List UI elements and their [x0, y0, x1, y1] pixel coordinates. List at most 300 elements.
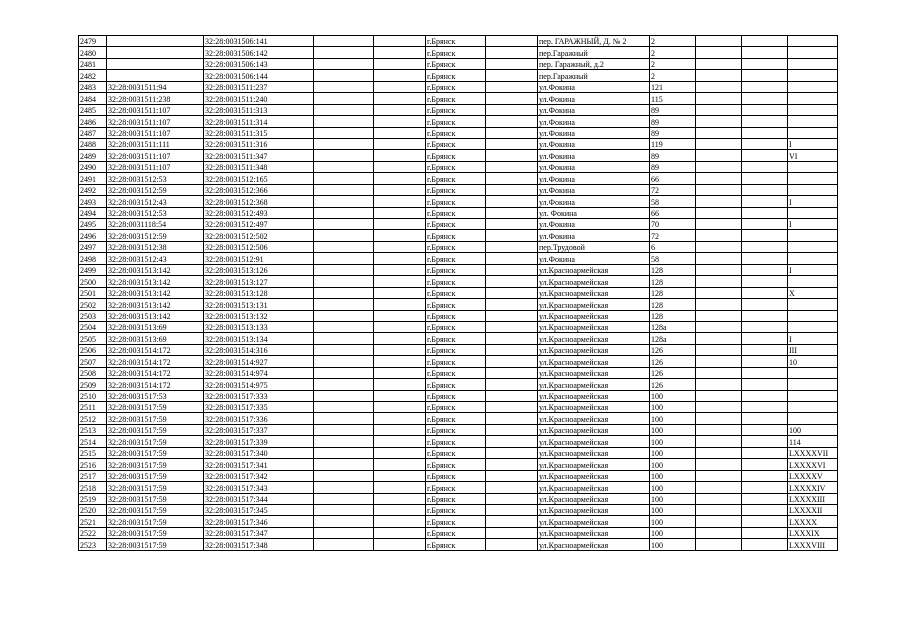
empty-cell-c — [486, 424, 538, 435]
row-number-cell: 2506 — [79, 344, 107, 355]
empty-cell-a — [314, 36, 374, 47]
premises-number-cell — [788, 161, 838, 172]
empty-cell-c — [486, 207, 538, 218]
empty-cell-b — [374, 493, 426, 504]
empty-cell-b — [374, 459, 426, 470]
house-number-cell: 72 — [650, 230, 696, 241]
house-number-cell: 119 — [650, 138, 696, 149]
land-cadastral-number-cell: 32:28:0031517:59 — [107, 436, 204, 447]
house-number-cell: 126 — [650, 356, 696, 367]
empty-cell-e — [742, 482, 788, 493]
object-cadastral-number-cell: 32:28:0031514:974 — [204, 367, 314, 378]
premises-number-cell: LXXXIX — [788, 527, 838, 538]
land-cadastral-number-cell: 32:28:0031514:172 — [107, 344, 204, 355]
land-cadastral-number-cell: 32:28:0031511:94 — [107, 81, 204, 92]
land-cadastral-number-cell: 32:28:0031511:238 — [107, 93, 204, 104]
empty-cell-e — [742, 161, 788, 172]
row-number-cell: 2509 — [79, 379, 107, 390]
city-cell: г.Брянск — [426, 173, 486, 184]
object-cadastral-number-cell: 32:28:0031506:141 — [204, 36, 314, 47]
empty-cell-b — [374, 333, 426, 344]
house-number-cell: 100 — [650, 504, 696, 515]
empty-cell-c — [486, 470, 538, 481]
street-cell: ул.Фокина — [538, 104, 650, 115]
empty-cell-d — [696, 516, 742, 527]
empty-cell-c — [486, 138, 538, 149]
land-cadastral-number-cell: 32:28:0031512:38 — [107, 241, 204, 252]
empty-cell-d — [696, 253, 742, 264]
city-cell: г.Брянск — [426, 321, 486, 332]
empty-cell-a — [314, 276, 374, 287]
empty-cell-c — [486, 447, 538, 458]
street-cell: ул.Фокина — [538, 173, 650, 184]
empty-cell-b — [374, 424, 426, 435]
street-cell: ул.Красноармейская — [538, 424, 650, 435]
object-cadastral-number-cell: 32:28:0031513:132 — [204, 310, 314, 321]
table-row — [79, 81, 838, 92]
empty-cell-e — [742, 47, 788, 58]
empty-cell-b — [374, 161, 426, 172]
city-cell: г.Брянск — [426, 539, 486, 550]
premises-number-cell — [788, 70, 838, 81]
house-number-cell: 126 — [650, 367, 696, 378]
empty-cell-a — [314, 527, 374, 538]
row-number-cell: 2479 — [79, 36, 107, 47]
street-cell: ул.Фокина — [538, 219, 650, 230]
row-number-cell: 2515 — [79, 447, 107, 458]
row-number-cell: 2511 — [79, 402, 107, 413]
row-number-cell: 2505 — [79, 333, 107, 344]
empty-cell-c — [486, 310, 538, 321]
land-cadastral-number-cell: 32:28:0031517:59 — [107, 482, 204, 493]
city-cell: г.Брянск — [426, 493, 486, 504]
land-cadastral-number-cell: 32:28:0031517:59 — [107, 527, 204, 538]
land-cadastral-number-cell: 32:28:0031513:69 — [107, 333, 204, 344]
row-number-cell: 2520 — [79, 504, 107, 515]
empty-cell-c — [486, 81, 538, 92]
empty-cell-e — [742, 264, 788, 275]
street-cell: ул.Красноармейская — [538, 402, 650, 413]
house-number-cell: 100 — [650, 436, 696, 447]
table-row — [79, 527, 838, 538]
empty-cell-b — [374, 219, 426, 230]
table-row — [79, 493, 838, 504]
house-number-cell: 100 — [650, 402, 696, 413]
table-row — [79, 356, 838, 367]
land-cadastral-number-cell: 32:28:0031512:53 — [107, 207, 204, 218]
object-cadastral-number-cell: 32:28:0031517:333 — [204, 390, 314, 401]
empty-cell-d — [696, 207, 742, 218]
land-cadastral-number-cell: 32:28:0031512:59 — [107, 230, 204, 241]
empty-cell-e — [742, 241, 788, 252]
empty-cell-c — [486, 367, 538, 378]
city-cell: г.Брянск — [426, 299, 486, 310]
row-number-cell: 2492 — [79, 184, 107, 195]
table-row — [79, 161, 838, 172]
row-number-cell: 2501 — [79, 287, 107, 298]
city-cell: г.Брянск — [426, 161, 486, 172]
land-cadastral-number-cell: 32:28:0031514:172 — [107, 367, 204, 378]
empty-cell-d — [696, 196, 742, 207]
city-cell: г.Брянск — [426, 527, 486, 538]
land-cadastral-number-cell: 32:28:0031517:59 — [107, 413, 204, 424]
empty-cell-c — [486, 504, 538, 515]
empty-cell-d — [696, 127, 742, 138]
empty-cell-b — [374, 104, 426, 115]
empty-cell-b — [374, 241, 426, 252]
table-row — [79, 333, 838, 344]
empty-cell-d — [696, 424, 742, 435]
empty-cell-c — [486, 161, 538, 172]
house-number-cell: 100 — [650, 447, 696, 458]
land-cadastral-number-cell: 32:28:0031512:43 — [107, 196, 204, 207]
empty-cell-e — [742, 196, 788, 207]
empty-cell-a — [314, 424, 374, 435]
table-row — [79, 321, 838, 332]
city-cell: г.Брянск — [426, 287, 486, 298]
empty-cell-a — [314, 184, 374, 195]
empty-cell-d — [696, 70, 742, 81]
city-cell: г.Брянск — [426, 276, 486, 287]
empty-cell-d — [696, 287, 742, 298]
row-number-cell: 2504 — [79, 321, 107, 332]
city-cell: г.Брянск — [426, 207, 486, 218]
empty-cell-b — [374, 70, 426, 81]
city-cell: г.Брянск — [426, 241, 486, 252]
row-number-cell: 2480 — [79, 47, 107, 58]
city-cell: г.Брянск — [426, 127, 486, 138]
object-cadastral-number-cell: 32:28:0031513:131 — [204, 299, 314, 310]
city-cell: г.Брянск — [426, 219, 486, 230]
house-number-cell: 128 — [650, 276, 696, 287]
empty-cell-e — [742, 299, 788, 310]
empty-cell-b — [374, 127, 426, 138]
street-cell: ул.Красноармейская — [538, 379, 650, 390]
empty-cell-b — [374, 310, 426, 321]
empty-cell-c — [486, 527, 538, 538]
premises-number-cell — [788, 173, 838, 184]
row-number-cell: 2508 — [79, 367, 107, 378]
empty-cell-c — [486, 241, 538, 252]
empty-cell-e — [742, 173, 788, 184]
empty-cell-a — [314, 321, 374, 332]
city-cell: г.Брянск — [426, 402, 486, 413]
empty-cell-d — [696, 459, 742, 470]
table-row — [79, 436, 838, 447]
empty-cell-e — [742, 116, 788, 127]
empty-cell-c — [486, 104, 538, 115]
empty-cell-c — [486, 436, 538, 447]
object-cadastral-number-cell: 32:28:0031513:127 — [204, 276, 314, 287]
table-row — [79, 253, 838, 264]
empty-cell-e — [742, 207, 788, 218]
empty-cell-e — [742, 527, 788, 538]
empty-cell-e — [742, 402, 788, 413]
empty-cell-c — [486, 47, 538, 58]
land-cadastral-number-cell: 32:28:0031512:43 — [107, 253, 204, 264]
empty-cell-e — [742, 367, 788, 378]
table-row — [79, 184, 838, 195]
empty-cell-c — [486, 253, 538, 264]
empty-cell-c — [486, 482, 538, 493]
street-cell: ул.Красноармейская — [538, 390, 650, 401]
table-row — [79, 310, 838, 321]
table-row — [79, 482, 838, 493]
empty-cell-e — [742, 436, 788, 447]
empty-cell-e — [742, 539, 788, 550]
empty-cell-d — [696, 36, 742, 47]
table-row — [79, 70, 838, 81]
object-cadastral-number-cell: 32:28:0031517:342 — [204, 470, 314, 481]
street-cell: ул.Красноармейская — [538, 504, 650, 515]
premises-number-cell — [788, 184, 838, 195]
table-row — [79, 447, 838, 458]
empty-cell-d — [696, 436, 742, 447]
object-cadastral-number-cell: 32:28:0031512:91 — [204, 253, 314, 264]
city-cell: г.Брянск — [426, 516, 486, 527]
empty-cell-d — [696, 161, 742, 172]
object-cadastral-number-cell: 32:28:0031512:165 — [204, 173, 314, 184]
city-cell: г.Брянск — [426, 379, 486, 390]
object-cadastral-number-cell: 32:28:0031514:975 — [204, 379, 314, 390]
empty-cell-b — [374, 539, 426, 550]
empty-cell-d — [696, 504, 742, 515]
empty-cell-e — [742, 344, 788, 355]
table-row — [79, 516, 838, 527]
empty-cell-d — [696, 93, 742, 104]
street-cell: ул.Фокина — [538, 127, 650, 138]
house-number-cell: 100 — [650, 470, 696, 481]
land-cadastral-number-cell: 32:28:0031517:59 — [107, 402, 204, 413]
house-number-cell: 2 — [650, 36, 696, 47]
house-number-cell: 121 — [650, 81, 696, 92]
empty-cell-d — [696, 104, 742, 115]
house-number-cell: 6 — [650, 241, 696, 252]
empty-cell-d — [696, 241, 742, 252]
object-cadastral-number-cell: 32:28:0031512:502 — [204, 230, 314, 241]
empty-cell-c — [486, 93, 538, 104]
object-cadastral-number-cell: 32:28:0031512:506 — [204, 241, 314, 252]
table-row — [79, 390, 838, 401]
object-cadastral-number-cell: 32:28:0031511:316 — [204, 138, 314, 149]
street-cell: ул.Красноармейская — [538, 264, 650, 275]
street-cell: ул.Красноармейская — [538, 482, 650, 493]
object-cadastral-number-cell: 32:28:0031513:126 — [204, 264, 314, 275]
house-number-cell: 100 — [650, 413, 696, 424]
street-cell: ул.Красноармейская — [538, 493, 650, 504]
table-row — [79, 276, 838, 287]
table-row — [79, 402, 838, 413]
table-row — [79, 241, 838, 252]
row-number-cell: 2516 — [79, 459, 107, 470]
registry-table — [78, 35, 838, 551]
empty-cell-e — [742, 138, 788, 149]
premises-number-cell — [788, 379, 838, 390]
table-row — [79, 116, 838, 127]
premises-number-cell: 100 — [788, 424, 838, 435]
empty-cell-e — [742, 81, 788, 92]
empty-cell-b — [374, 299, 426, 310]
premises-number-cell: I — [788, 219, 838, 230]
city-cell: г.Брянск — [426, 47, 486, 58]
empty-cell-d — [696, 344, 742, 355]
empty-cell-b — [374, 516, 426, 527]
empty-cell-a — [314, 299, 374, 310]
house-number-cell: 89 — [650, 150, 696, 161]
empty-cell-c — [486, 36, 538, 47]
table-row — [79, 196, 838, 207]
street-cell: ул.Фокина — [538, 253, 650, 264]
empty-cell-b — [374, 470, 426, 481]
premises-number-cell — [788, 241, 838, 252]
table-row — [79, 127, 838, 138]
row-number-cell: 2517 — [79, 470, 107, 481]
object-cadastral-number-cell: 32:28:0031517:345 — [204, 504, 314, 515]
empty-cell-e — [742, 150, 788, 161]
street-cell: ул.Красноармейская — [538, 436, 650, 447]
empty-cell-c — [486, 219, 538, 230]
empty-cell-e — [742, 127, 788, 138]
row-number-cell: 2518 — [79, 482, 107, 493]
object-cadastral-number-cell: 32:28:0031506:142 — [204, 47, 314, 58]
empty-cell-e — [742, 424, 788, 435]
row-number-cell: 2513 — [79, 424, 107, 435]
table-row — [79, 173, 838, 184]
empty-cell-a — [314, 333, 374, 344]
row-number-cell: 2499 — [79, 264, 107, 275]
empty-cell-d — [696, 173, 742, 184]
premises-number-cell: I — [788, 196, 838, 207]
house-number-cell: 100 — [650, 539, 696, 550]
street-cell: ул.Красноармейская — [538, 356, 650, 367]
house-number-cell: 100 — [650, 493, 696, 504]
house-number-cell: 89 — [650, 104, 696, 115]
city-cell: г.Брянск — [426, 150, 486, 161]
empty-cell-c — [486, 344, 538, 355]
empty-cell-a — [314, 230, 374, 241]
table-row — [79, 299, 838, 310]
object-cadastral-number-cell: 32:28:0031517:344 — [204, 493, 314, 504]
object-cadastral-number-cell: 32:28:0031513:133 — [204, 321, 314, 332]
empty-cell-b — [374, 253, 426, 264]
city-cell: г.Брянск — [426, 356, 486, 367]
premises-number-cell: LXXXVIII — [788, 539, 838, 550]
premises-number-cell — [788, 36, 838, 47]
house-number-cell: 126 — [650, 379, 696, 390]
empty-cell-b — [374, 58, 426, 69]
land-cadastral-number-cell: 32:28:0031517:59 — [107, 516, 204, 527]
empty-cell-a — [314, 390, 374, 401]
street-cell: ул.Красноармейская — [538, 344, 650, 355]
premises-number-cell: III — [788, 344, 838, 355]
house-number-cell: 126 — [650, 344, 696, 355]
empty-cell-e — [742, 287, 788, 298]
empty-cell-b — [374, 504, 426, 515]
city-cell: г.Брянск — [426, 230, 486, 241]
house-number-cell: 89 — [650, 116, 696, 127]
house-number-cell: 128а — [650, 333, 696, 344]
empty-cell-b — [374, 138, 426, 149]
table-row — [79, 413, 838, 424]
object-cadastral-number-cell: 32:28:0031512:497 — [204, 219, 314, 230]
empty-cell-a — [314, 287, 374, 298]
row-number-cell: 2521 — [79, 516, 107, 527]
empty-cell-a — [314, 470, 374, 481]
street-cell: ул.Фокина — [538, 196, 650, 207]
object-cadastral-number-cell: 32:28:0031517:343 — [204, 482, 314, 493]
empty-cell-c — [486, 390, 538, 401]
street-cell: ул.Красноармейская — [538, 321, 650, 332]
empty-cell-c — [486, 516, 538, 527]
empty-cell-b — [374, 436, 426, 447]
house-number-cell: 128 — [650, 264, 696, 275]
street-cell: ул.Фокина — [538, 81, 650, 92]
empty-cell-a — [314, 207, 374, 218]
house-number-cell: 100 — [650, 482, 696, 493]
table-row — [79, 138, 838, 149]
land-cadastral-number-cell: 32:28:0031511:107 — [107, 104, 204, 115]
empty-cell-b — [374, 527, 426, 538]
house-number-cell: 66 — [650, 173, 696, 184]
house-number-cell: 100 — [650, 390, 696, 401]
empty-cell-b — [374, 356, 426, 367]
object-cadastral-number-cell: 32:28:0031517:348 — [204, 539, 314, 550]
table-row — [79, 424, 838, 435]
row-number-cell: 2488 — [79, 138, 107, 149]
object-cadastral-number-cell: 32:28:0031512:368 — [204, 196, 314, 207]
city-cell: г.Брянск — [426, 390, 486, 401]
empty-cell-d — [696, 356, 742, 367]
row-number-cell: 2519 — [79, 493, 107, 504]
empty-cell-b — [374, 379, 426, 390]
empty-cell-a — [314, 482, 374, 493]
table-row — [79, 150, 838, 161]
table-row — [79, 287, 838, 298]
city-cell: г.Брянск — [426, 482, 486, 493]
empty-cell-a — [314, 150, 374, 161]
object-cadastral-number-cell: 32:28:0031511:348 — [204, 161, 314, 172]
table-row — [79, 230, 838, 241]
empty-cell-a — [314, 241, 374, 252]
street-cell: ул.Красноармейская — [538, 459, 650, 470]
empty-cell-a — [314, 356, 374, 367]
city-cell: г.Брянск — [426, 413, 486, 424]
city-cell: г.Брянск — [426, 184, 486, 195]
empty-cell-c — [486, 196, 538, 207]
house-number-cell: 100 — [650, 459, 696, 470]
empty-cell-c — [486, 356, 538, 367]
empty-cell-e — [742, 413, 788, 424]
table-row — [79, 264, 838, 275]
house-number-cell: 128 — [650, 287, 696, 298]
empty-cell-e — [742, 390, 788, 401]
empty-cell-a — [314, 459, 374, 470]
street-cell: пер.Трудовой — [538, 241, 650, 252]
premises-number-cell — [788, 310, 838, 321]
empty-cell-e — [742, 310, 788, 321]
empty-cell-e — [742, 93, 788, 104]
table-row — [79, 93, 838, 104]
row-number-cell: 2481 — [79, 58, 107, 69]
premises-number-cell: 114 — [788, 436, 838, 447]
empty-cell-a — [314, 447, 374, 458]
house-number-cell: 70 — [650, 219, 696, 230]
empty-cell-d — [696, 81, 742, 92]
empty-cell-e — [742, 356, 788, 367]
street-cell: ул.Красноармейская — [538, 299, 650, 310]
empty-cell-d — [696, 379, 742, 390]
table-row — [79, 58, 838, 69]
